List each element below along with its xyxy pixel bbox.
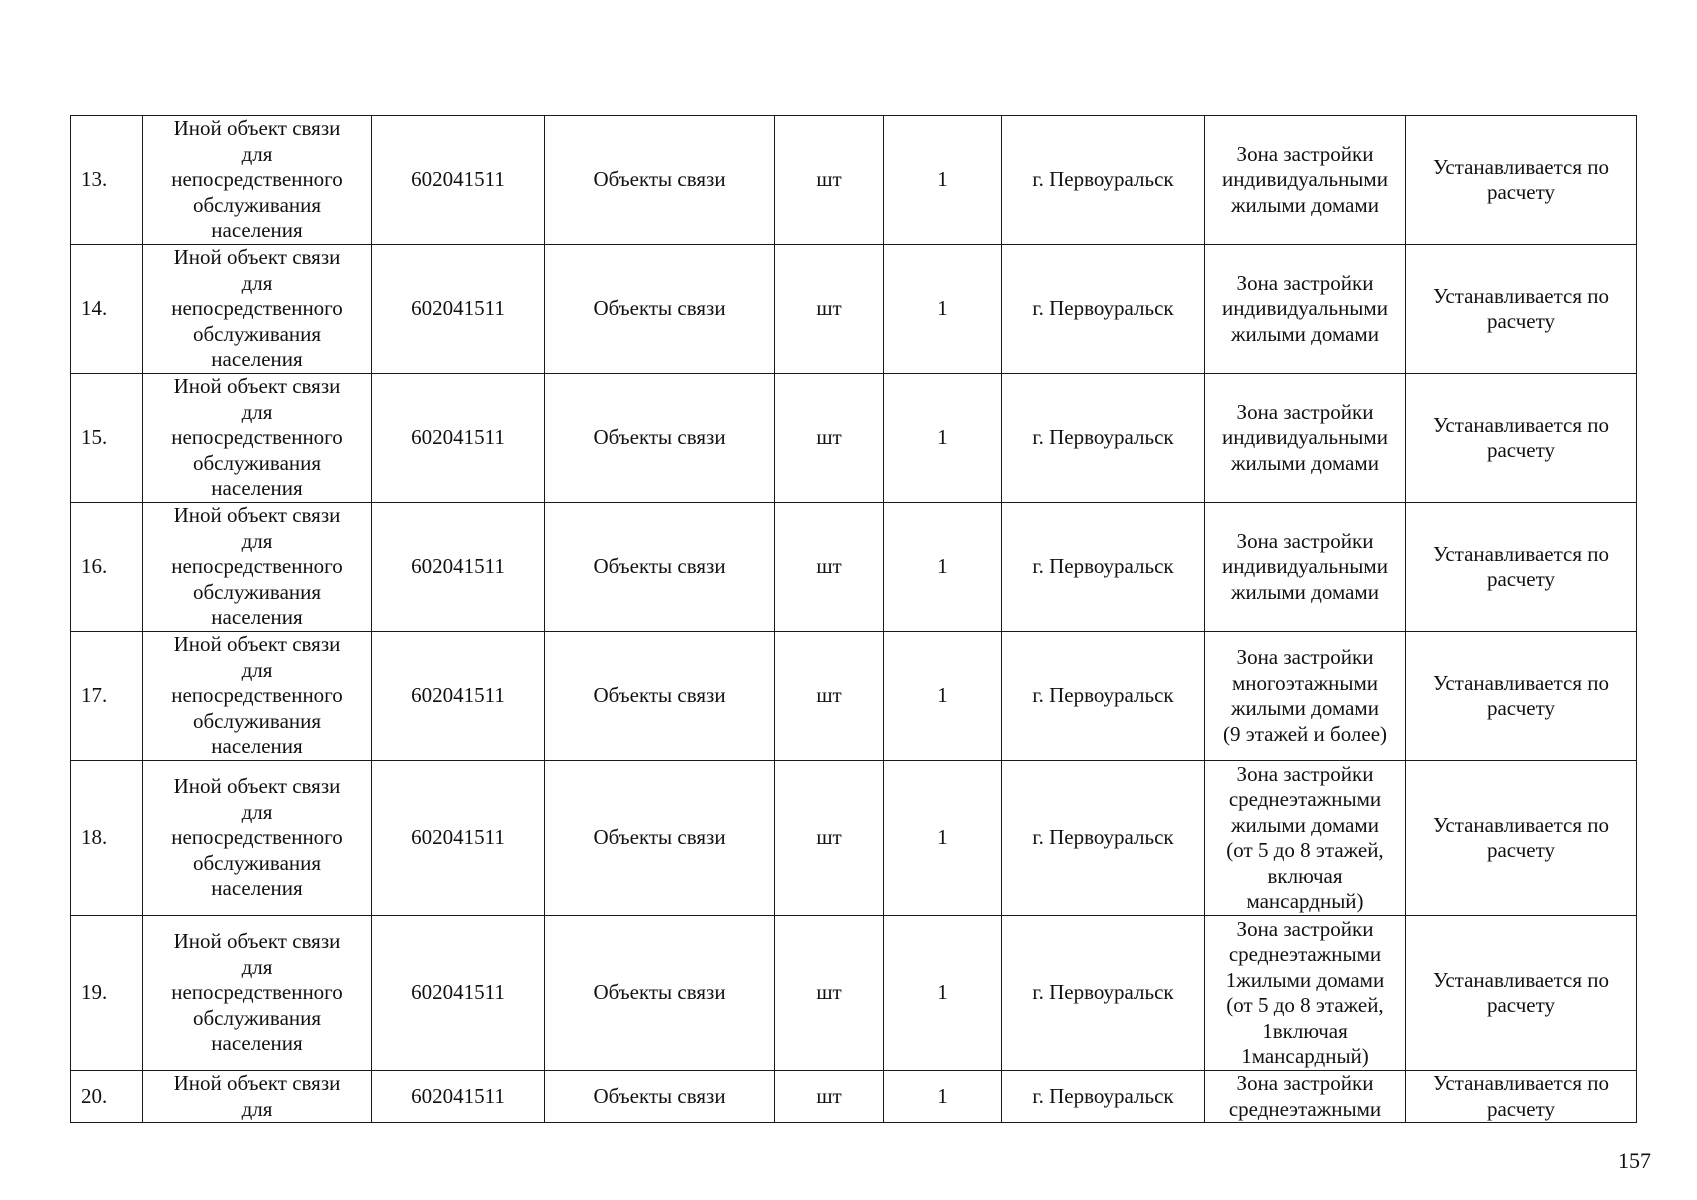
location: г. Первоуральск (1002, 374, 1205, 503)
object-name: Иной объект связи для непосредственного обслуживания населения (143, 503, 372, 632)
quantity: 1 (884, 374, 1002, 503)
object-name: Иной объект связи для непосредственного обслуживания населения (143, 632, 372, 761)
row-number: 14. (71, 245, 143, 374)
zone: Зона застройки среднеэтажными 1жилыми домами (от 5 до 8 этажей, 1включая 1мансардный) (1205, 916, 1406, 1071)
object-name: Иной объект связи для непосредственного обслуживания населения (143, 374, 372, 503)
row-number: 17. (71, 632, 143, 761)
table-row (71, 1071, 1637, 1123)
quantity: 1 (884, 503, 1002, 632)
object-code: 602041511 (372, 916, 545, 1071)
zone: Зона застройки индивидуальными жилыми домами (1205, 503, 1406, 632)
size-note: Устанавливается по расчету (1406, 761, 1637, 916)
table-row (71, 916, 1637, 1071)
object-category: Объекты связи (545, 245, 775, 374)
table-row (71, 245, 1637, 374)
zone: Зона застройки среднеэтажными (1205, 1071, 1406, 1123)
object-name: Иной объект связи для непосредственного обслуживания населения (143, 245, 372, 374)
object-code: 602041511 (372, 503, 545, 632)
unit: шт (775, 245, 884, 374)
unit: шт (775, 632, 884, 761)
quantity: 1 (884, 245, 1002, 374)
row-number: 20. (71, 1071, 143, 1123)
row-number: 19. (71, 916, 143, 1071)
zone: Зона застройки индивидуальными жилыми домами (1205, 245, 1406, 374)
zone: Зона застройки индивидуальными жилыми домами (1205, 116, 1406, 245)
objects-table (70, 115, 1637, 1123)
table-row (71, 374, 1637, 503)
location: г. Первоуральск (1002, 761, 1205, 916)
quantity: 1 (884, 1071, 1002, 1123)
object-name: Иной объект связи для непосредственного обслуживания населения (143, 761, 372, 916)
size-note: Устанавливается по расчету (1406, 245, 1637, 374)
quantity: 1 (884, 116, 1002, 245)
size-note: Устанавливается по расчету (1406, 503, 1637, 632)
object-name: Иной объект связи для (143, 1071, 372, 1123)
object-code: 602041511 (372, 1071, 545, 1123)
object-category: Объекты связи (545, 503, 775, 632)
location: г. Первоуральск (1002, 503, 1205, 632)
object-code: 602041511 (372, 761, 545, 916)
object-category: Объекты связи (545, 374, 775, 503)
object-code: 602041511 (372, 374, 545, 503)
unit: шт (775, 1071, 884, 1123)
object-code: 602041511 (372, 632, 545, 761)
row-number: 15. (71, 374, 143, 503)
table-row (71, 632, 1637, 761)
object-code: 602041511 (372, 116, 545, 245)
zone: Зона застройки индивидуальными жилыми домами (1205, 374, 1406, 503)
page-number: 157 (1618, 1148, 1651, 1173)
size-note: Устанавливается по расчету (1406, 1071, 1637, 1123)
object-name: Иной объект связи для непосредственного обслуживания населения (143, 116, 372, 245)
zone: Зона застройки среднеэтажными жилыми домами (от 5 до 8 этажей, включая мансардный) (1205, 761, 1406, 916)
size-note: Устанавливается по расчету (1406, 916, 1637, 1071)
object-category: Объекты связи (545, 1071, 775, 1123)
object-category: Объекты связи (545, 632, 775, 761)
unit: шт (775, 916, 884, 1071)
location: г. Первоуральск (1002, 632, 1205, 761)
object-code: 602041511 (372, 245, 545, 374)
row-number: 18. (71, 761, 143, 916)
row-number: 13. (71, 116, 143, 245)
table-row (71, 503, 1637, 632)
location: г. Первоуральск (1002, 916, 1205, 1071)
table-row (71, 116, 1637, 245)
location: г. Первоуральск (1002, 116, 1205, 245)
unit: шт (775, 374, 884, 503)
quantity: 1 (884, 916, 1002, 1071)
table-row (71, 761, 1637, 916)
unit: шт (775, 116, 884, 245)
object-category: Объекты связи (545, 761, 775, 916)
size-note: Устанавливается по расчету (1406, 632, 1637, 761)
object-category: Объекты связи (545, 916, 775, 1071)
quantity: 1 (884, 761, 1002, 916)
quantity: 1 (884, 632, 1002, 761)
object-name: Иной объект связи для непосредственного обслуживания населения (143, 916, 372, 1071)
row-number: 16. (71, 503, 143, 632)
size-note: Устанавливается по расчету (1406, 374, 1637, 503)
zone: Зона застройки многоэтажными жилыми домами (9 этажей и более) (1205, 632, 1406, 761)
location: г. Первоуральск (1002, 245, 1205, 374)
unit: шт (775, 503, 884, 632)
object-category: Объекты связи (545, 116, 775, 245)
unit: шт (775, 761, 884, 916)
size-note: Устанавливается по расчету (1406, 116, 1637, 245)
location: г. Первоуральск (1002, 1071, 1205, 1123)
